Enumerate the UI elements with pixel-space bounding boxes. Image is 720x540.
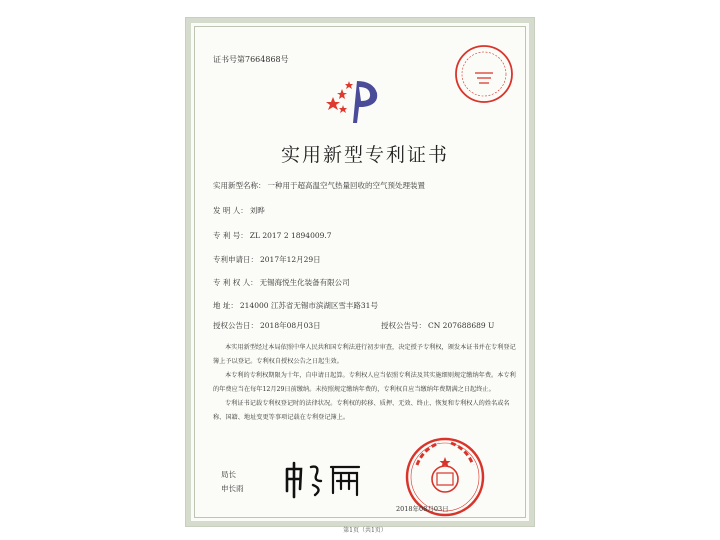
field-inventor <box>213 205 265 216</box>
field-label: 实用新型名称： <box>213 181 266 190</box>
field-grant-date <box>213 320 321 331</box>
field-label: 地 址： <box>213 301 238 310</box>
field-value: 一种用于超高温空气热量回收的空气预处理装置 <box>267 181 425 190</box>
certificate-title: 实用新型专利证书 <box>280 144 449 166</box>
body-paragraph: 专利证书记载专利权登记时的法律状况。专利权的转移、质押、无效、终止、恢复和专利权人的姓名或名称、国籍、地址变更等事项记载在专利登记簿上。 <box>213 400 510 421</box>
field-label: 发 明 人： <box>213 206 248 215</box>
field-label: 专 利 号： <box>213 231 248 240</box>
page-number: 第1页（共1页） <box>343 527 387 534</box>
body-paragraph: 本实用新型经过本局依照中华人民共和国专利法进行初步审查，决定授予专利权，颁发本证书并在专利登记簿上予以登记。专利权自授权公告之日起生效。 <box>213 344 516 365</box>
agency-stamp-icon <box>453 43 515 105</box>
director-title: 局长 <box>221 470 236 479</box>
field-value: 2018年08月03日 <box>260 321 321 330</box>
field-value: 刘晔 <box>249 206 265 215</box>
field-value: ZL 2017 2 1894009.7 <box>249 231 332 240</box>
field-value: CN 207688689 U <box>428 321 495 330</box>
field-patentee <box>213 277 350 288</box>
field-label: 专利申请日： <box>213 255 258 264</box>
patent-certificate <box>186 18 534 534</box>
field-label: 授权公告号： <box>381 321 426 330</box>
field-patent-number <box>213 230 332 241</box>
field-label: 授权公告日： <box>213 321 258 330</box>
patent-office-logo-icon <box>325 75 389 129</box>
director-name: 申长雨 <box>221 484 244 493</box>
signature-icon <box>283 459 365 499</box>
field-value: 214000 江苏省无锡市滨湖区雪丰路31号 <box>239 301 378 310</box>
field-value: 无锡海悦生化装备有限公司 <box>259 278 350 287</box>
field-address <box>213 300 378 311</box>
field-application-date <box>213 254 321 265</box>
body-paragraph: 本专利的专利权期限为十年，自申请日起算。专利权人应当依照专利法及其实施细则规定缴纳年费。本专利的年费应当在每年12月29日前缴纳。未按照规定缴纳年费的，专利权自应当缴纳年费期满之日起终止。 <box>213 372 516 393</box>
certificate-body <box>213 341 517 425</box>
field-utility-name <box>213 180 425 191</box>
field-label: 专 利 权 人： <box>213 278 258 287</box>
field-publication-number <box>381 320 494 331</box>
certificate-number: 证书号第7664868号 <box>213 55 289 64</box>
field-value: 2017年12月29日 <box>260 255 321 264</box>
seal-date: 2018年08月03日 <box>396 505 449 513</box>
